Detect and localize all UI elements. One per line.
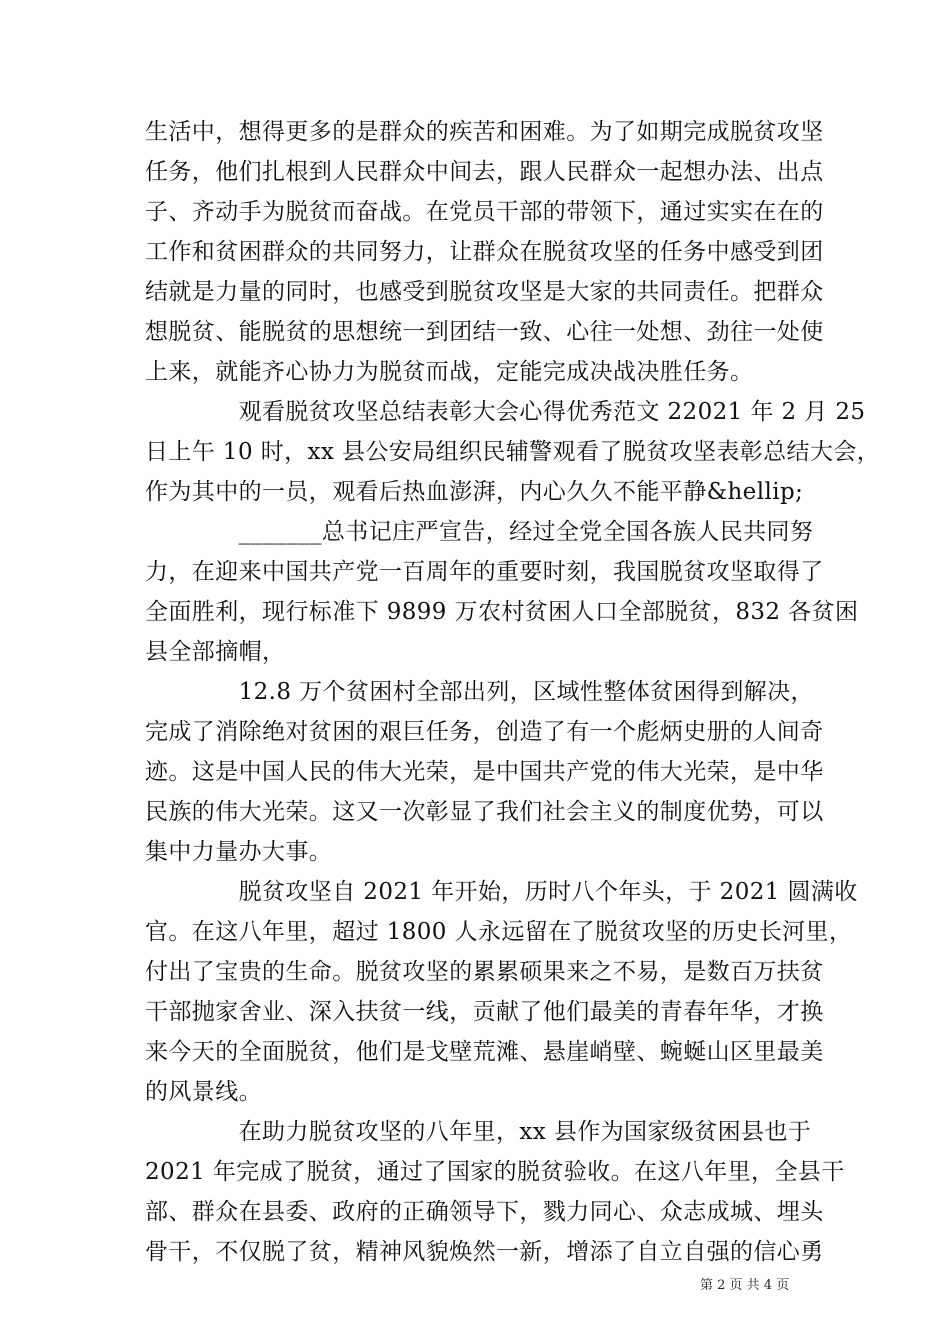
text-line: 工作和贫困群众的共同努力，让群众在脱贫攻坚的任务中感受到团 bbox=[145, 239, 824, 265]
text-line: 全面胜利，现行标准下 9899 万农村贫困人口全部脱贫，832 各贫困 bbox=[145, 599, 859, 625]
text-line: 民族的伟大光荣。这又一次彰显了我们社会主义的制度优势，可以 bbox=[145, 799, 824, 825]
text-line: 力，在迎来中国共产党一百周年的重要时刻，我国脱贫攻坚取得了 bbox=[145, 559, 824, 585]
text-line: 骨干，不仅脱了贫，精神风貌焕然一新，增添了自立自强的信心勇 bbox=[145, 1239, 824, 1265]
text-line: 作为其中的一员，观看后热血澎湃，内心久久不能平静&hellip; bbox=[145, 479, 804, 505]
text-line: 集中力量办大事。 bbox=[145, 839, 333, 865]
text-line: 脱贫攻坚自 2021 年开始，历时八个年头，于 2021 圆满收 bbox=[145, 879, 858, 905]
text-line: 2021 年完成了脱贫，通过了国家的脱贫验收。在这八年里，全县干 bbox=[145, 1159, 845, 1185]
text-line: 来今天的全面脱贫，他们是戈壁荒滩、悬崖峭壁、蜿蜒山区里最美 bbox=[145, 1039, 824, 1065]
text-line: 干部抛家舍业、深入扶贫一线，贡献了他们最美的青春年华，才换 bbox=[145, 999, 824, 1025]
text-line: _______总书记庄严宣告，经过全党全国各族人民共同努 bbox=[145, 519, 814, 545]
text-line: 任务，他们扎根到人民群众中间去，跟人民群众一起想办法、出点 bbox=[145, 159, 824, 185]
text-line: 付出了宝贵的生命。脱贫攻坚的累累硕果来之不易，是数百万扶贫 bbox=[145, 959, 824, 985]
text-line: 观看脱贫攻坚总结表彰大会心得优秀范文 22021 年 2 月 25 bbox=[145, 399, 866, 425]
text-line: 部、群众在县委、政府的正确领导下，戮力同心、众志成城、埋头 bbox=[145, 1199, 824, 1225]
text-line: 上来，就能齐心协力为脱贫而战，定能完成决战决胜任务。 bbox=[145, 359, 754, 385]
text-line: 的风景线。 bbox=[145, 1079, 262, 1105]
text-line: 12.8 万个贫困村全部出列，区域性整体贫困得到解决， bbox=[145, 679, 814, 705]
text-line: 迹。这是中国人民的伟大光荣，是中国共产党的伟大光荣，是中华 bbox=[145, 759, 824, 785]
text-line: 在助力脱贫攻坚的八年里，xx 县作为国家级贫困县也于 bbox=[145, 1119, 812, 1145]
text-line: 结就是力量的同时，也感受到脱贫攻坚是大家的共同责任。把群众 bbox=[145, 279, 824, 305]
text-line: 完成了消除绝对贫困的艰巨任务，创造了有一个彪炳史册的人间奇 bbox=[145, 719, 824, 745]
text-line: 官。在这八年里，超过 1800 人永远留在了脱贫攻坚的历史长河里， bbox=[145, 919, 853, 945]
text-line: 县全部摘帽， bbox=[145, 639, 286, 665]
text-line: 想脱贫、能脱贫的思想统一到团结一致、心往一处想、劲往一处使 bbox=[145, 319, 824, 345]
text-line: 生活中，想得更多的是群众的疾苦和困难。为了如期完成脱贫攻坚 bbox=[145, 119, 824, 145]
text-line: 子、齐动手为脱贫而奋战。在党员干部的带领下，通过实实在在的 bbox=[145, 199, 824, 225]
text-line: 日上午 10 时，xx 县公安局组织民辅警观看了脱贫攻坚表彰总结大会， bbox=[145, 439, 881, 465]
page-number-footer: 第 2 页 共 4 页 bbox=[700, 1278, 790, 1293]
